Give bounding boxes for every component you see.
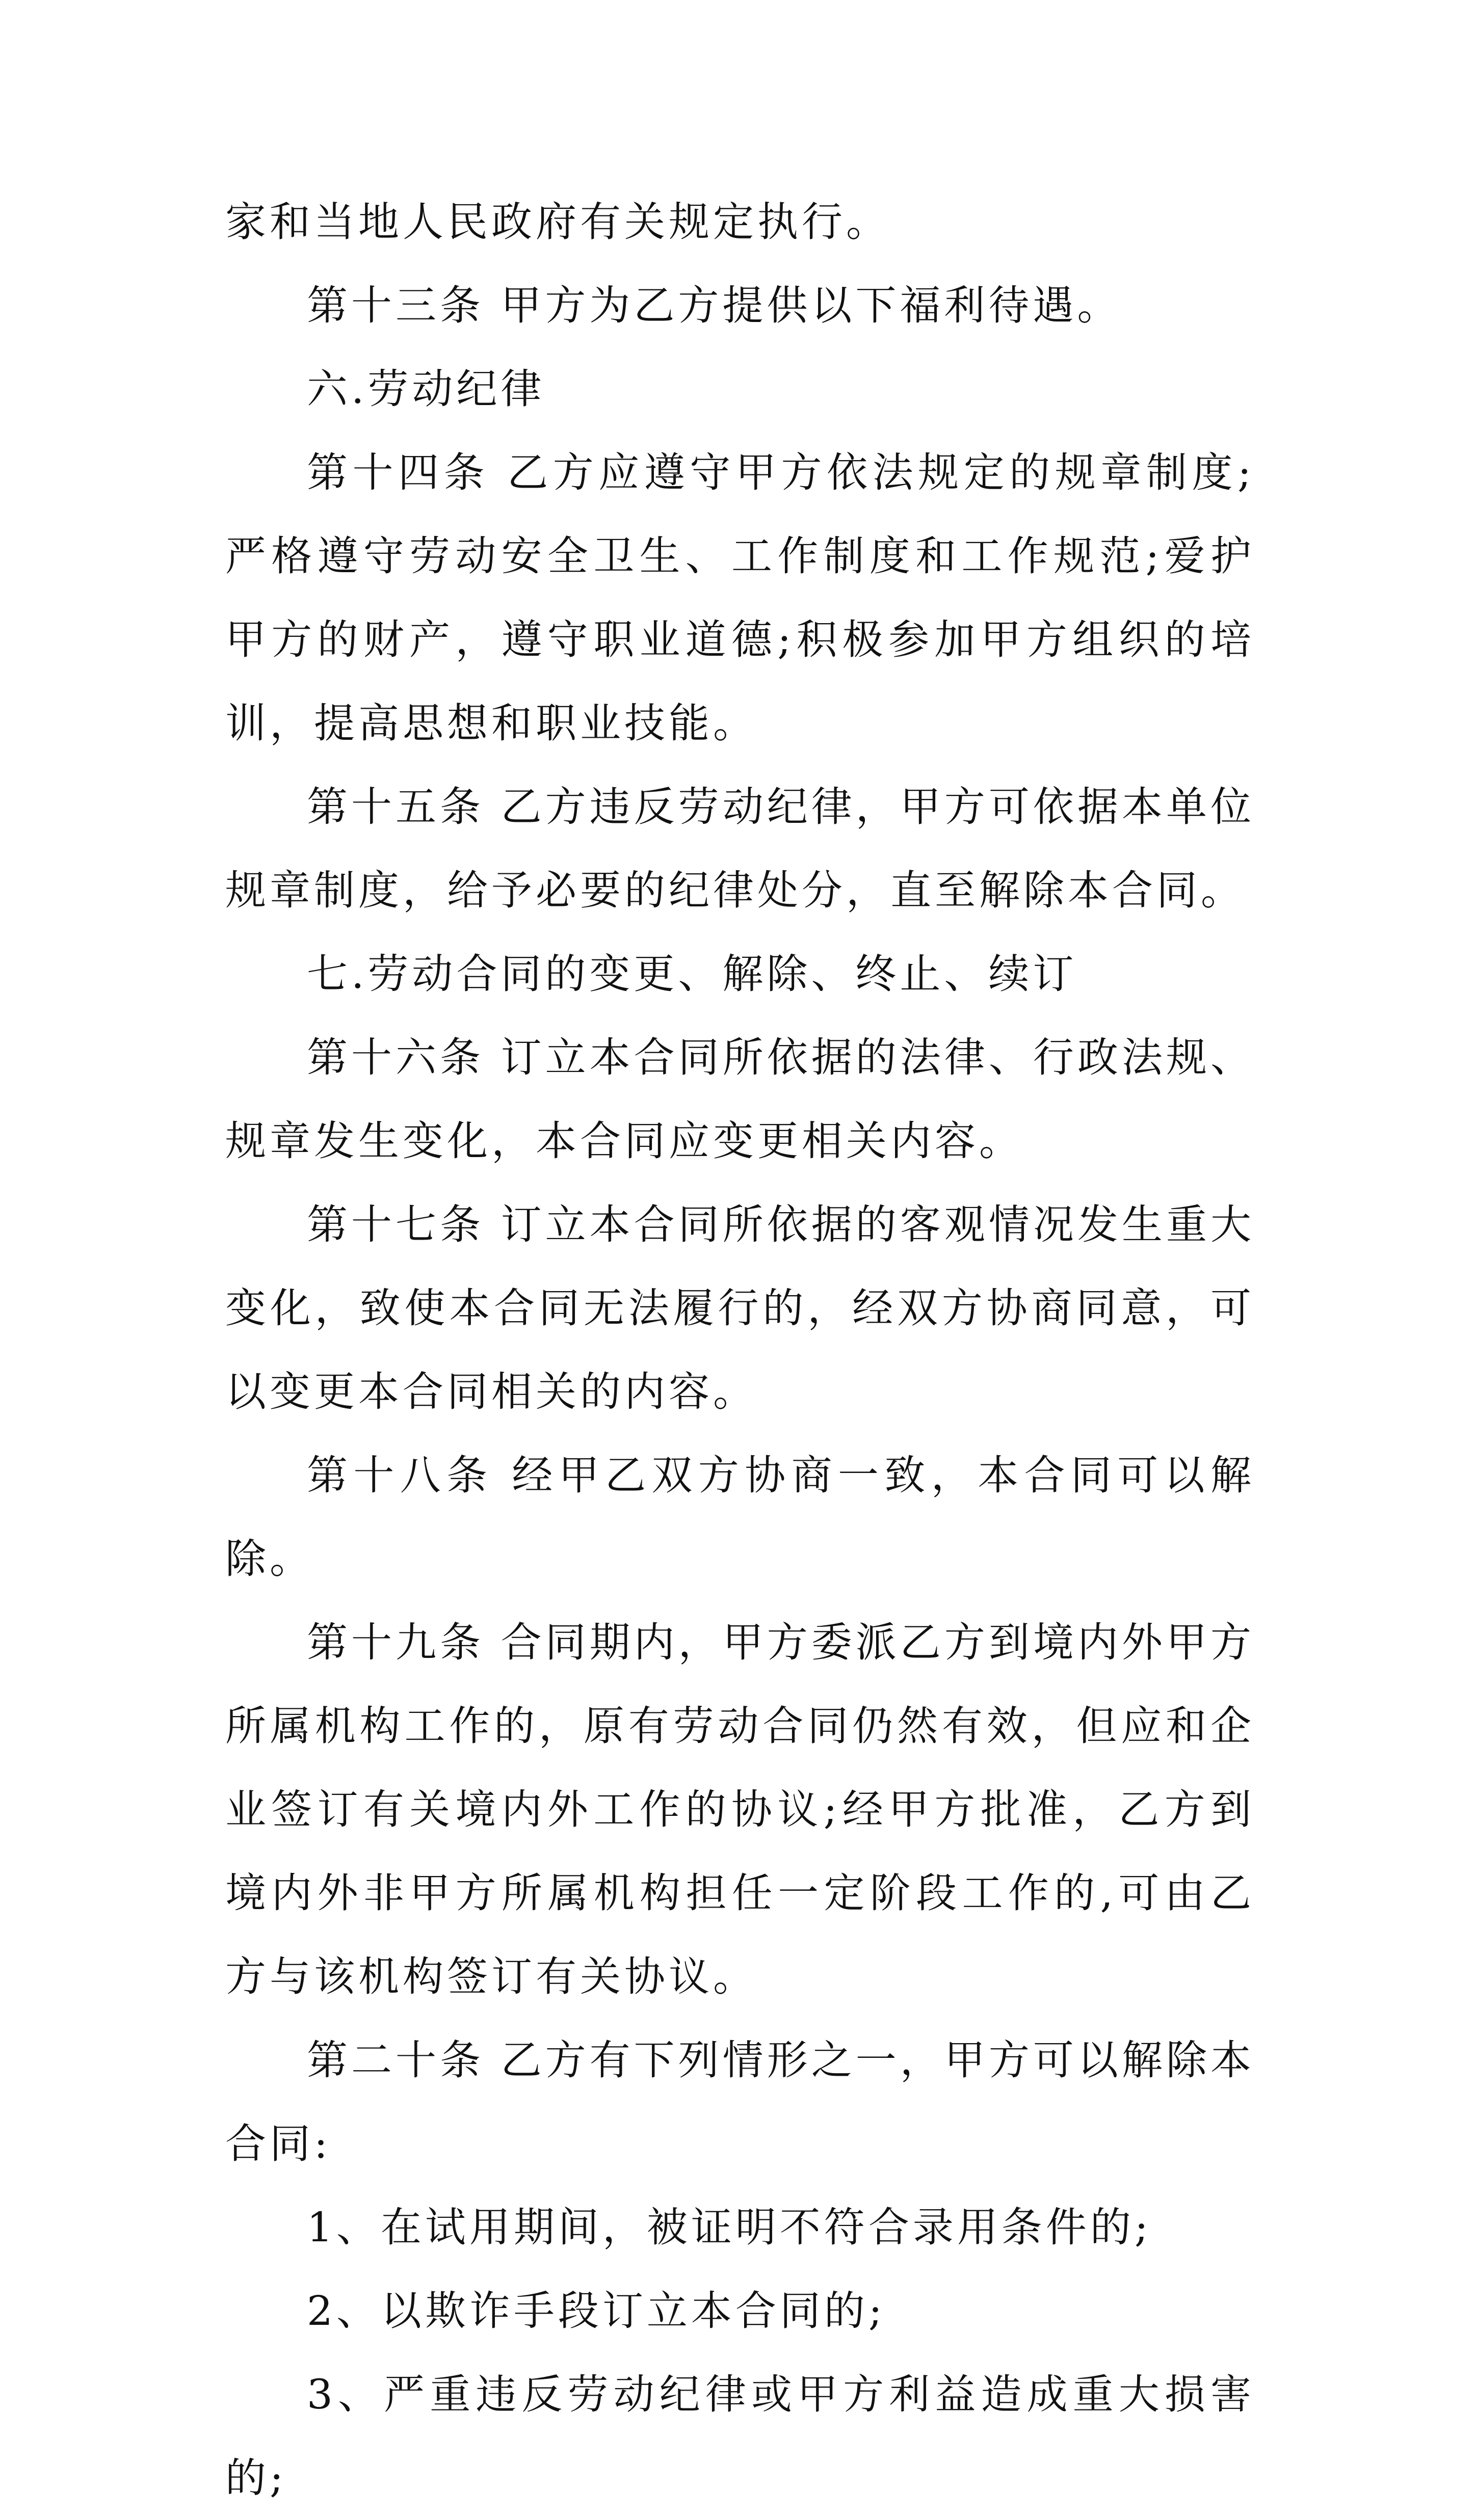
paragraph-article-17: 第十七条 订立本合同所依据的客观情况发生重大变化，致使本合同无法履行的，经双方协商同意，可以变更本合同相关的内容。 bbox=[225, 1201, 1255, 1415]
list-item-2: 2、以欺诈手段订立本合同的; bbox=[307, 2287, 886, 2335]
paragraph-article-19: 第十九条 合同期内，甲方委派乙方到境内外甲方所属机构工作的，原有劳动合同仍然有效，但应和企业签订有关境内外工作的协议;经甲方批准，乙方到境内外非甲方所属机构担任一定阶段工作的,可由乙方与该机构签订有关协议。 bbox=[225, 1619, 1255, 2000]
section-heading-contract-changes: 七.劳动合同的变更、解除、终止、续订 bbox=[307, 950, 1077, 998]
paragraph-article-20: 第二十条 乙方有下列情形之一，甲方可以解除本合同: bbox=[225, 2036, 1255, 2167]
list-item-1: 1、在试用期间，被证明不符合录用条件的; bbox=[307, 2204, 1152, 2251]
paragraph-article-16: 第十六条 订立本合同所依据的法律、行政法规、规章发生变化，本合同应变更相关内容。 bbox=[225, 1034, 1255, 1165]
list-item-3: 3、严重违反劳动纪律或甲方利益造成重大损害的; bbox=[225, 2371, 1255, 2502]
paragraph-article-14: 第十四条 乙方应遵守甲方依法规定的规章制度;严格遵守劳动安全卫生、工作制度和工作规范;爱护甲方的财产，遵守职业道德;积极参加甲方组织的培训，提高思想和职业技能。 bbox=[225, 449, 1255, 747]
contract-body bbox=[225, 180, 1255, 2520]
paragraph-article-13: 第十三条 甲方为乙方提供以下福利待遇。 bbox=[307, 282, 1122, 329]
section-heading-labor-discipline: 六.劳动纪律 bbox=[307, 365, 545, 413]
paragraph-article-18: 第十八条 经甲乙双方协商一致，本合同可以解除。 bbox=[225, 1452, 1255, 1583]
paragraph-1: 家和当地人民政府有关规定执行。 bbox=[225, 198, 890, 246]
paragraph-article-15: 第十五条 乙方违反劳动纪律，甲方可依据本单位规章制度，给予必要的纪律处分，直至解除本合同。 bbox=[225, 783, 1255, 914]
